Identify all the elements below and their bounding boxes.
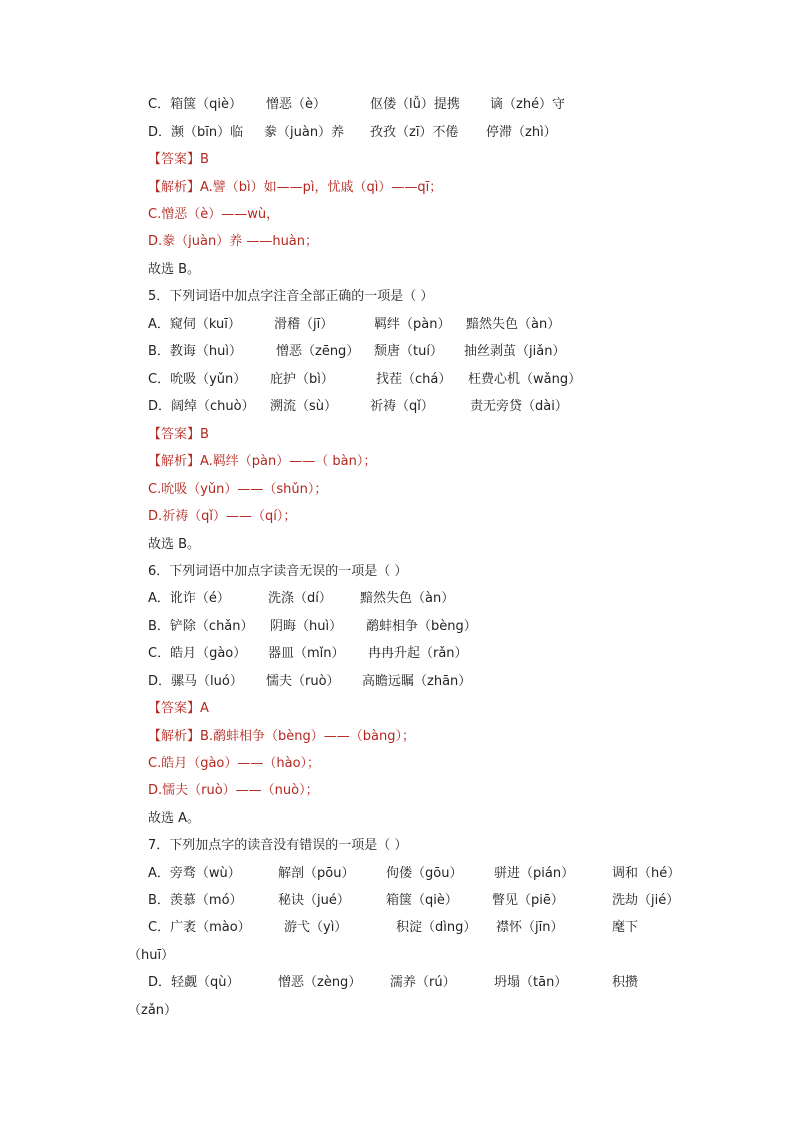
text-segment: 5．下列词语中加点字注音全部正确的一项是（ ） (148, 289, 434, 304)
text-segment: 洗涤（dí） (268, 591, 332, 606)
text-segment: 憎恶（zèng） (278, 975, 362, 990)
text-segment: 憎恶（zēng） (276, 344, 360, 359)
text-segment: A．窥伺（kuī） (148, 317, 241, 332)
text-segment: C.憎恶（è）——wù， (148, 207, 280, 222)
text-segment: 羁绊（pàn） (374, 317, 451, 332)
text-segment: C.吮吸（yǔn）——（shǔn）； (148, 482, 328, 497)
text-segment: 溯流（sù） (270, 399, 338, 414)
text-segment: 积攒 (612, 975, 639, 990)
text-segment: 祈祷（qǐ） (370, 399, 434, 414)
text-segment: 佝偻（gōu） (386, 866, 463, 881)
text-segment: 襟怀（jīn） (496, 920, 564, 935)
text-segment: 高瞻远瞩（zhān） (362, 674, 472, 689)
text-segment: 故选 A。 (148, 811, 201, 826)
text-segment: D．濒（bīn）临 (148, 125, 244, 140)
text-segment: D．骡马（luó） (148, 674, 243, 689)
text-segment: 坍塌（tān） (494, 975, 568, 990)
text-segment: 调和（hé） (612, 866, 681, 881)
text-segment: D．轻觑（qù） (148, 975, 240, 990)
text-segment: 鹬蚌相争（bèng） (366, 619, 477, 634)
text-segment: 黯然失色（àn） (466, 317, 561, 332)
text-segment: 故选 B。 (148, 262, 201, 277)
text-segment: 冉冉升起（rǎn） (368, 646, 468, 661)
text-segment: 停滞（zhì） (486, 125, 557, 140)
text-segment: （zǎn） (128, 1003, 178, 1018)
text-segment: 【答案】A (148, 701, 209, 716)
text-segment: 【解析】A.譬（bì）如——pì，忧戚（qì）——qī； (148, 180, 443, 195)
text-segment: 箱箧（qiè） (386, 893, 458, 908)
text-segment: 【答案】B (148, 152, 209, 167)
text-segment: C．皓月（gào） (148, 646, 247, 661)
text-segment: D.祈祷（qǐ）——（qí）； (148, 509, 297, 524)
text-segment: B．铲除（chǎn） (148, 619, 254, 634)
text-segment: 瞥见（piē） (492, 893, 564, 908)
text-segment: 故选 B。 (148, 537, 201, 552)
text-segment: C．箱箧（qiè） (148, 97, 242, 112)
text-segment: C．吮吸（yǔn） (148, 372, 247, 387)
text-segment: 抽丝剥茧（jiǎn） (464, 344, 566, 359)
text-segment: D．阔绰（chuò） (148, 399, 255, 414)
text-segment: 枉费心机（wǎng） (468, 372, 582, 387)
text-segment: 豢（juàn）养 (264, 125, 345, 140)
text-segment: C.皓月（gào）——（hào）； (148, 756, 321, 771)
text-segment: 濡养（rú） (390, 975, 456, 990)
text-segment: 【答案】B (148, 427, 209, 442)
text-segment: C．广袤（mào） (148, 920, 251, 935)
text-segment: （huī） (128, 948, 175, 963)
text-segment: 秘诀（jué） (278, 893, 350, 908)
text-segment: 积淀（dìng） (396, 920, 477, 935)
text-segment: 骈进（pián） (494, 866, 575, 881)
text-segment: 器皿（mǐn） (268, 646, 345, 661)
text-segment: 憎恶（è） (266, 97, 326, 112)
text-segment: 孜孜（zī）不倦 (370, 125, 459, 140)
text-segment: 责无旁贷（dài） (470, 399, 568, 414)
text-segment: A．讹诈（é） (148, 591, 230, 606)
text-segment: D.豢（juàn）养 ——huàn； (148, 234, 319, 249)
text-segment: B．羡慕（mó） (148, 893, 243, 908)
text-segment: 黯然失色（àn） (360, 591, 455, 606)
text-segment: 庇护（bì） (270, 372, 334, 387)
text-segment: 阴晦（huì） (270, 619, 343, 634)
text-segment: B．教诲（huì） (148, 344, 243, 359)
text-segment: 麾下 (612, 920, 639, 935)
text-segment: 滑稽（jī） (274, 317, 334, 332)
text-segment: D.懦夫（ruò）——（nuò）； (148, 783, 319, 798)
text-segment: 6．下列词语中加点字读音无误的一项是（ ） (148, 564, 408, 579)
text-segment: 洗劫（jié） (612, 893, 680, 908)
text-segment: 找茬（chá） (376, 372, 452, 387)
text-segment: 7．下列加点字的读音没有错误的一项是（ ） (148, 838, 408, 853)
text-segment: 颓唐（tuí） (374, 344, 443, 359)
text-segment: 谪（zhé）守 (490, 97, 566, 112)
text-segment: 解剖（pōu） (278, 866, 355, 881)
text-segment: 【解析】B.鹬蚌相争（bèng）——（bàng）； (148, 729, 416, 744)
text-segment: 【解析】A.羁绊（pàn）——（ bàn）； (148, 454, 377, 469)
text-segment: A．旁骛（wù） (148, 866, 241, 881)
text-segment: 懦夫（ruò） (266, 674, 340, 689)
text-segment: 伛偻（lǚ）提携 (370, 97, 460, 112)
text-segment: 游弋（yì） (284, 920, 348, 935)
